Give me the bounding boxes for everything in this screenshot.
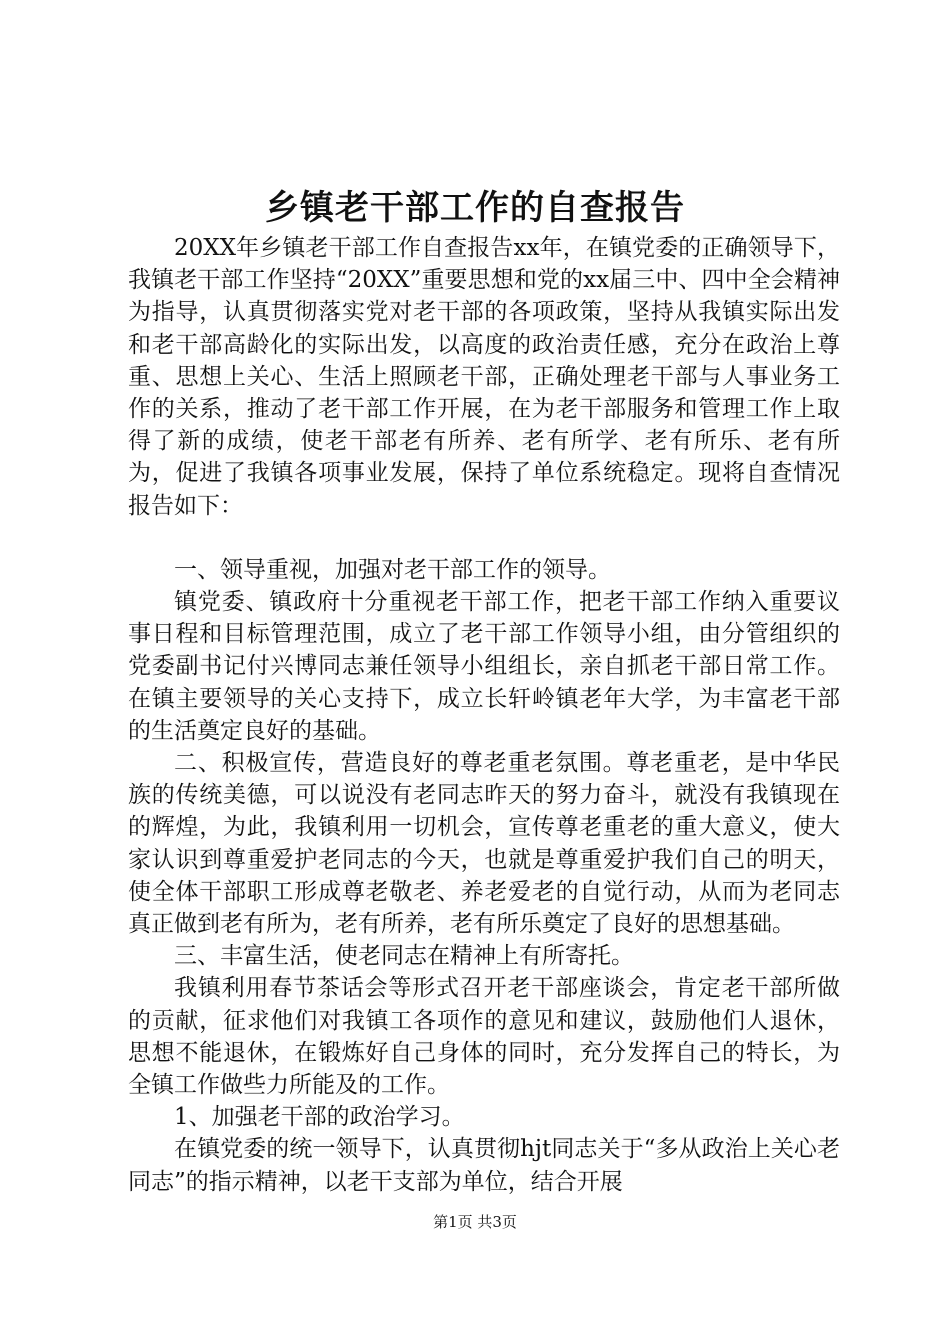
document-body — [128, 232, 840, 1198]
heading-subsection-1: 1、加强老干部的政治学习。 — [174, 1104, 465, 1131]
document-title: 乡镇老干部工作的自查报告 — [265, 188, 685, 228]
heading-section-1: 一、领导重视，加强对老干部工作的领导。 — [174, 556, 611, 583]
paragraph-intro: 20XX年乡镇老干部工作自查报告xx年，在镇党委的正确领导下，我镇老干部工作坚持“20XX”重要思想和党的xx届三中、四中全会精神为指导，认真贯彻落实党对老干部的各项政策，坚持从我镇实际出发和老干部高龄化的实际出发，以高度的政治责任感，充分在政治上尊重、思想上关心、生活上照顾老干部，正确处理老干部与人事业务工作的关系，推动了老干部工作开展，在为老干部服务和管理工作上取得了新的成绩，使老干部老有所养、老有所学、老有所乐、老有所为，促进了我镇各项事业发展，保持了单位系统稳定。现将自查情况报告如下： — [128, 235, 840, 519]
heading-section-3: 三、丰富生活，使老同志在精神上有所寄托。 — [174, 943, 634, 970]
paragraph-section-1: 镇党委、镇政府十分重视老干部工作，把老干部工作纳入重要议事日程和目标管理范围，成立了老干部工作领导小组，由分管组织的党委副书记付兴博同志兼任领导小组组长，亲自抓老干部日常工作。在镇主要领导的关心支持下，成立长轩岭镇老年大学，为丰富老干部的生活奠定良好的基础。 — [128, 589, 840, 744]
paragraph-section-2: 二、积极宣传，营造良好的尊老重老氛围。尊老重老，是中华民族的传统美德，可以说没有老同志昨天的努力奋斗，就没有我镇现在的辉煌，为此，我镇利用一切机会，宣传尊老重老的重大意义，使大家认识到尊重爱护老同志的今天，也就是尊重爱护我们自己的明天，使全体干部职工形成尊老敬老、养老爱老的自觉行动，从而为老同志真正做到老有所为，老有所养，老有所乐奠定了良好的思想基础。 — [128, 750, 840, 938]
page-number: 第1页 共3页 — [433, 1213, 517, 1231]
paragraph-section-3: 我镇利用春节茶话会等形式召开老干部座谈会，肯定老干部所做的贡献，征求他们对我镇工各项作的意见和建议，鼓励他们人退休，思想不能退休，在锻炼好自己身体的同时，充分发挥自己的特长，为全镇工作做些力所能及的工作。 — [128, 975, 840, 1099]
paragraph-subsection-1: 在镇党委的统一领导下，认真贯彻hjt同志关于“多从政治上关心老同志”的指示精神，以老干支部为单位，结合开展 — [128, 1136, 840, 1195]
